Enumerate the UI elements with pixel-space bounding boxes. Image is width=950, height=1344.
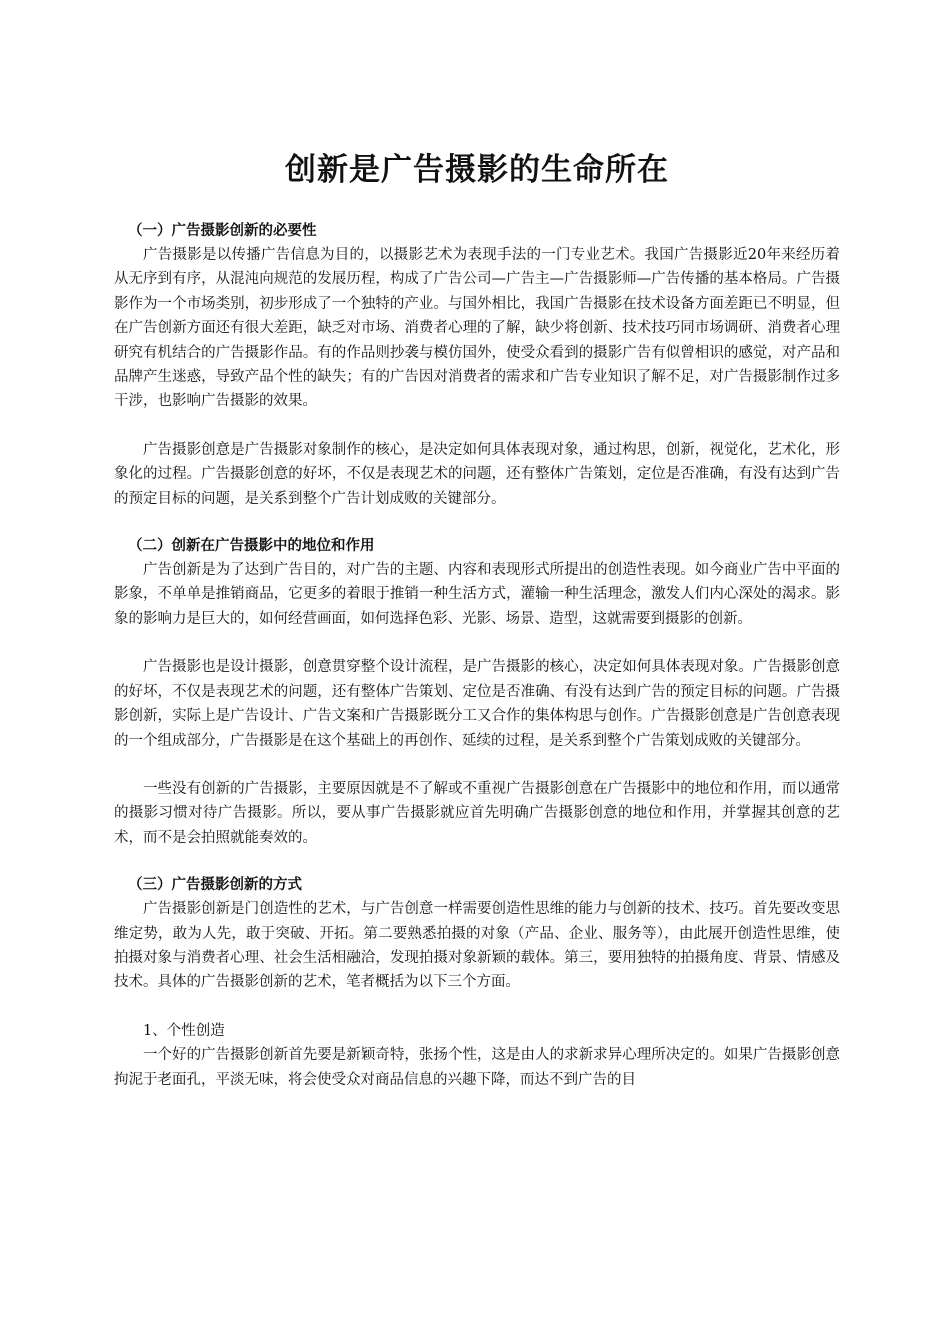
section-heading-3: （三）广告摄影创新的方式 [128, 877, 302, 894]
section-3-paragraph-1: 广告摄影创新是门创造性的艺术，与广告创意一样需要创造性思维的能力与创新的技术、技巧。首先要改变思维定势，敢为人先，敢于突破、开拓。第二要熟悉拍摄的对象（产品、企业、服务等），由此展开创造性思维，使拍摄对象与消费者心理、社会生活相融洽，发现拍摄对象新颖的载体。第三，要用独特的拍摄角度、背景、情感及技术。具体的广告摄影创新的艺术，笔者概括为以下三个方面。 [114, 901, 840, 991]
page-title: 创新是广告摄影的生命所在 [285, 152, 669, 188]
subsection-paragraph: 一个好的广告摄影创新首先要是新颖奇特，张扬个性，这是由人的求新求异心理所决定的。如果广告摄影创意拘泥于老面孔，平淡无味，将会使受众对商品信息的兴趣下降，而达不到广告的目 [114, 1047, 840, 1088]
section-heading-2: （二）创新在广告摄影中的地位和作用 [128, 538, 375, 555]
section-1-paragraph-1: 广告摄影是以传播广告信息为目的，以摄影艺术为表现手法的一门专业艺术。我国广告摄影近20年来经历着从无序到有序，从混沌向规范的发展历程，构成了广告公司—广告主—广告摄影师—广告传播的基本格局。广告摄影作为一个市场类别，初步形成了一个独特的产业。与国外相比，我国广告摄影在技术设备方面差距已不明显，但在广告创新方面还有很大差距，缺乏对市场、消费者心理的了解，缺少将创新、技术技巧同市场调研、消费者心理研究有机结合的广告摄影作品。有的作品则抄袭与模仿国外，使受众看到的摄影广告有似曾相识的感觉，对产品和品牌产生迷惑，导致产品个性的缺失；有的广告因对消费者的需求和广告专业知识了解不足，对广告摄影制作过多干涉，也影响广告摄影的效果。 [114, 247, 840, 410]
section-heading-1: （一）广告摄影创新的必要性 [128, 223, 317, 239]
section-2-paragraph-1: 广告创新是为了达到广告目的，对广告的主题、内容和表现形式所提出的创造性表现。如今商业广告中平面的影象，不单单是推销商品，它更多的着眼于推销一种生活方式，灌输一种生活理念，激发人们内心深处的渴求。影象的影响力是巨大的，如何经营画面，如何选择色彩、光影、场景、造型，这就需要到摄影的创新。 [114, 562, 840, 627]
subsection-heading: 1、个性创造 [143, 1022, 225, 1039]
section-2-paragraph-3: 一些没有创新的广告摄影，主要原因就是不了解或不重视广告摄影创意在广告摄影中的地位和作用，而以通常的摄影习惯对待广告摄影。所以，要从事广告摄影就应首先明确广告摄影创意的地位和作用，并掌握其创意的艺术，而不是会拍照就能奏效的。 [114, 780, 840, 846]
section-1-paragraph-2: 广告摄影创意是广告摄影对象制作的核心，是决定如何具体表现对象，通过构思，创新，视觉化，艺术化，形象化的过程。广告摄影创意的好坏，不仅是表现艺术的问题，还有整体广告策划，定位是否准确，有没有达到广告的预定目标的问题，是关系到整个广告计划成败的关键部分。 [114, 441, 840, 507]
section-2-paragraph-2: 广告摄影也是设计摄影，创意贯穿整个设计流程，是广告摄影的核心，决定如何具体表现对象。广告摄影创意的好坏，不仅是表现艺术的问题，还有整体广告策划、定位是否准确、有没有达到广告的预定目标的问题。广告摄影创新，实际上是广告设计、广告文案和广告摄影既分工又合作的集体构思与创作。广告摄影创意是广告创意表现的一个组成部分，广告摄影是在这个基础上的再创作、延续的过程，是关系到整个广告策划成败的关键部分。 [114, 659, 840, 749]
document-page [114, 150, 840, 1092]
